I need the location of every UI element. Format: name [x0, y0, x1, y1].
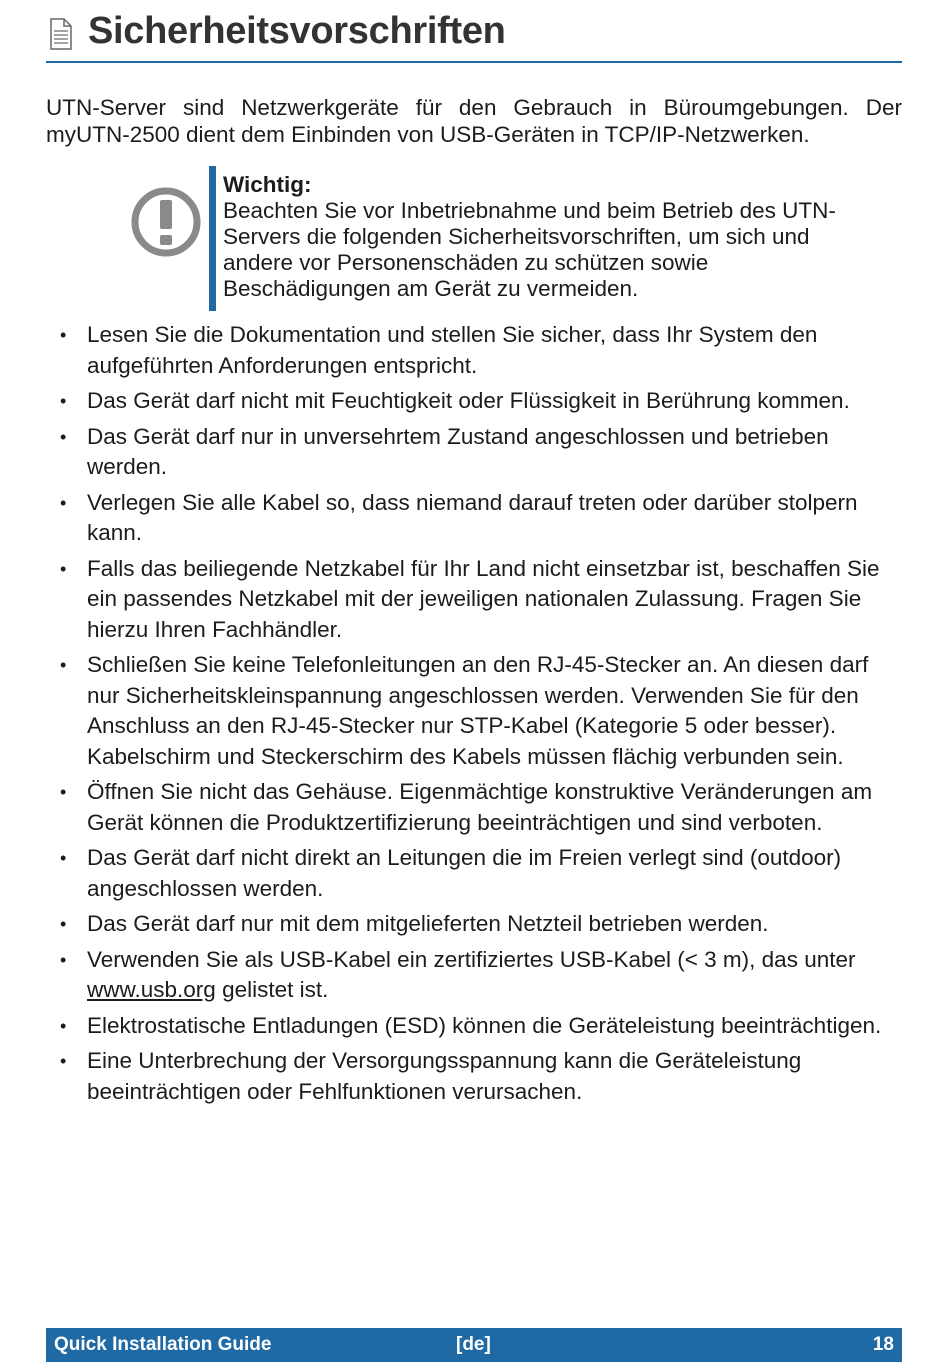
bullet-icon: • — [60, 391, 67, 411]
title-rule — [46, 61, 902, 63]
list-item-text: Eine Unterbrechung der Versorgungsspannung kann die Geräteleistung beeinträchtigen oder Fehlfunktionen verursachen. — [87, 1048, 802, 1104]
list-item-text: Das Gerät darf nur mit dem mitgelieferten Netzteil betrieben werden. — [87, 911, 769, 936]
list-item — [46, 320, 902, 381]
list-item-text: Verlegen Sie alle Kabel so, dass niemand darauf treten oder darüber stolpern kann. — [87, 489, 858, 545]
safety-list — [46, 320, 902, 1112]
list-item-text: Das Gerät darf nicht direkt an Leitungen die im Freien verlegt sind (outdoor) angeschlossen werden. — [87, 845, 842, 901]
list-item — [46, 650, 902, 772]
bullet-icon: • — [60, 848, 67, 868]
list-item — [46, 843, 902, 904]
bullet-icon: • — [60, 1015, 67, 1036]
bullet-icon: • — [60, 1051, 67, 1071]
intro-text: UTN-Server sind Netzwerkgeräte für den Gebrauch in Büroumgebungen. Der myUTN-2500 dient dem Einbinden von USB-Geräten in TCP/IP-Netzwerken. — [46, 95, 902, 147]
list-item — [46, 1011, 902, 1042]
list-item — [46, 422, 902, 483]
intro-paragraph — [46, 94, 902, 148]
document-icon — [50, 18, 72, 50]
page-title: Sicherheitsvorschriften — [88, 10, 506, 52]
list-item — [46, 777, 902, 838]
list-item — [46, 909, 902, 940]
list-item — [46, 1046, 902, 1107]
notice-body: Beachten Sie vor Inbetriebnahme und beim Betrieb des UTN-Servers die folgenden Sicherheitsvorschriften, um sich und andere vor Personenschäden zu schützen sowie Beschädigungen am Gerät zu vermeiden. — [223, 198, 836, 301]
footer-language: [de] — [456, 1334, 491, 1355]
list-item-text: Falls das beiliegende Netzkabel für Ihr Land nicht einsetzbar ist, beschaffen Sie ein passendes Netzkabel mit der jeweiligen nationalen Zulassung. Fragen Sie hierzu Ihren Fachhändler. — [87, 555, 880, 642]
list-item — [46, 554, 902, 646]
list-item-text: Schließen Sie keine Telefonleitungen an den RJ-45-Stecker an. An diesen darf nur Sicherheitskleinspannung angeschlossen werden. Verwenden Sie für den Anschluss an den RJ-45-Stecker nur STP-Kabel (Kategorie 5 oder besser). Kabelschirm und Steckerschirm des Kabels müssen flächig verbunden sein. — [87, 652, 869, 769]
bullet-icon: • — [60, 558, 67, 579]
usb-text-after: gelistet ist. — [215, 977, 329, 1002]
bullet-icon: • — [60, 325, 67, 345]
list-item — [46, 386, 902, 417]
list-item — [46, 945, 902, 1006]
list-item — [46, 488, 902, 549]
page-header — [46, 6, 902, 62]
usb-org-link[interactable]: www.usb.org — [87, 977, 216, 1002]
usb-text-before: Verwenden Sie als USB-Kabel ein zertifiziertes USB-Kabel (< 3 m), das unter — [87, 946, 856, 972]
notice-text-block — [223, 172, 863, 302]
footer-guide-title: Quick Installation Guide — [54, 1334, 272, 1355]
exclamation-icon — [130, 186, 202, 258]
bullet-icon: • — [60, 655, 67, 675]
page-footer — [46, 1328, 902, 1362]
footer-page-number: 18 — [872, 1334, 894, 1355]
list-item-text: Das Gerät darf nur in unversehrtem Zustand angeschlossen und betrieben werden. — [87, 423, 829, 479]
list-item-text: Das Gerät darf nicht mit Feuchtigkeit oder Flüssigkeit in Berührung kommen. — [87, 388, 850, 413]
list-item-text: Elektrostatische Entladungen (ESD) können die Geräteleistung beeinträchtigen. — [87, 1012, 882, 1038]
list-item-text: Öffnen Sie nicht das Gehäuse. Eigenmächtige konstruktive Veränderungen am Gerät können die Produktzertifizierung beeinträchtigen und sind verboten. — [87, 779, 873, 835]
notice-bar — [209, 166, 216, 311]
bullet-icon: • — [60, 782, 67, 802]
bullet-icon: • — [60, 949, 67, 970]
bullet-icon: • — [60, 914, 67, 934]
list-item-text: Lesen Sie die Dokumentation und stellen Sie sicher, dass Ihr System den aufgeführten Anforderungen entspricht. — [87, 322, 818, 378]
important-notice — [130, 166, 890, 311]
bullet-icon: • — [60, 492, 67, 513]
notice-heading: Wichtig: — [223, 172, 312, 197]
bullet-icon: • — [60, 426, 67, 447]
